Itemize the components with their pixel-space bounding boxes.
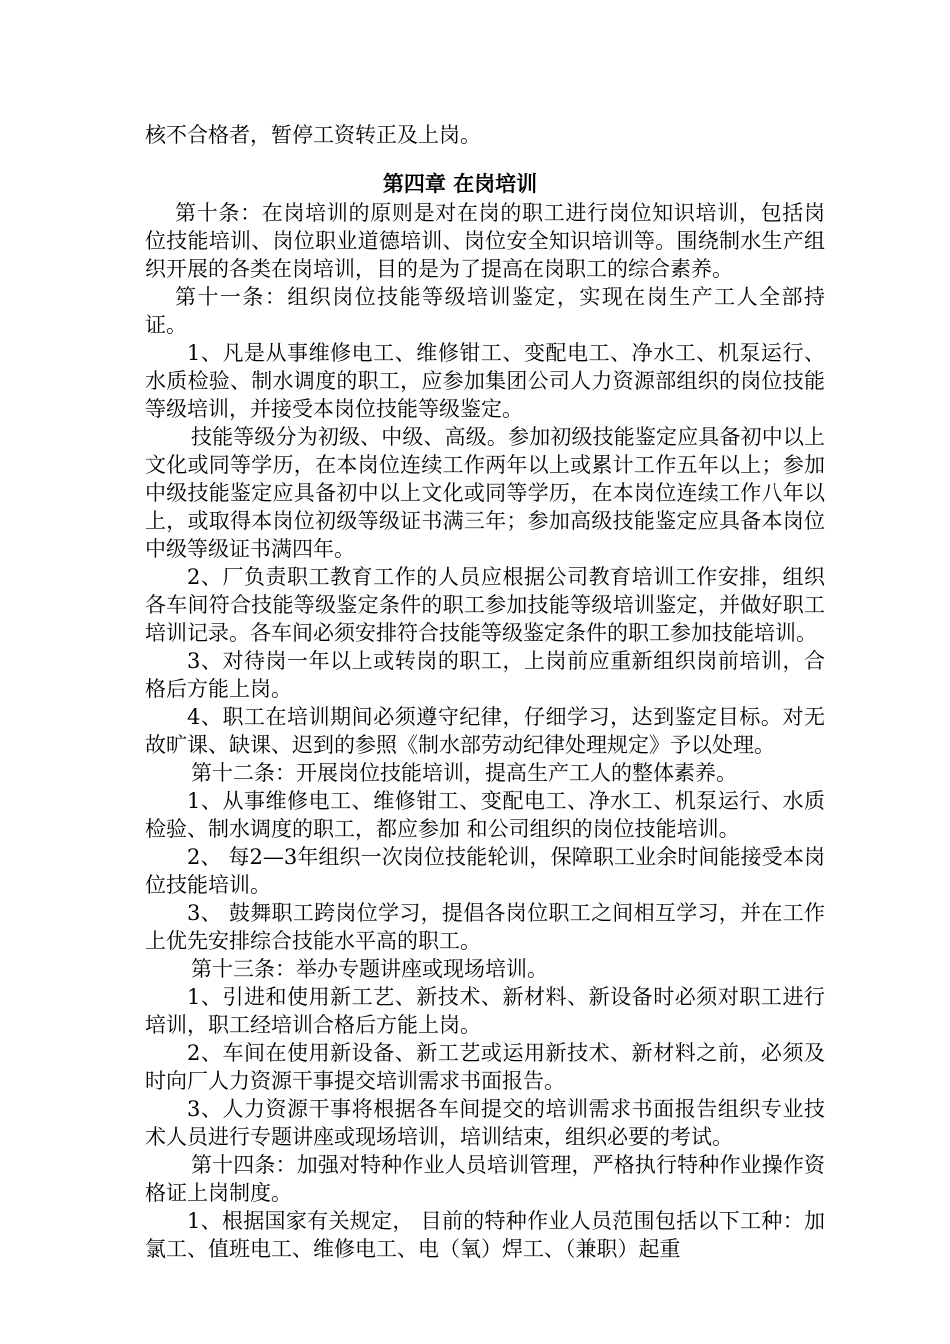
article-11-item-4: 4、职工在培训期间必须遵守纪律，仔细学习，达到鉴定目标。对无故旷课、缺课、迟到的参照《制水部劳动纪律处理规定》予以处理。 <box>145 705 825 757</box>
article-13: 第十三条：举办专题讲座或现场培训。 <box>191 957 548 981</box>
article-11-item-3: 3、对待岗一年以上或转岗的职工，上岗前应重新组织岗前培训，合格后方能上岗。 <box>145 649 825 701</box>
article-12-item-3: 3、 鼓舞职工跨岗位学习，提倡各岗位职工之间相互学习，并在工作上优先安排综合技能水平高的职工。 <box>145 901 825 953</box>
document-body <box>145 121 825 1263</box>
article-11-item-1: 1、凡是从事维修电工、维修钳工、变配电工、净水工、机泵运行、水质检验、制水调度的职工，应参加集团公司人力资源部组织的岗位技能等级培训，并接受本岗位技能等级鉴定。 <box>145 341 825 421</box>
article-13-item-2: 2、车间在使用新设备、新工艺或运用新技术、新材料之前，必须及时向厂人力资源干事提交培训需求书面报告。 <box>145 1041 825 1093</box>
chapter-title: 第四章 在岗培训 <box>382 172 538 196</box>
article-10: 第十条：在岗培训的原则是对在岗的职工进行岗位知识培训，包括岗位技能培训、岗位职业道德培训、岗位安全知识培训等。围绕制水生产组织开展的各类在岗培训，目的是为了提高在岗职工的综合素养。 <box>145 201 825 281</box>
article-12-item-1: 1、从事维修电工、维修钳工、变配电工、净水工、机泵运行、水质检验、制水调度的职工，都应参加 和公司组织的岗位技能培训。 <box>145 789 825 841</box>
article-11-item-2: 2、厂负责职工教育工作的人员应根据公司教育培训工作安排，组织各车间符合技能等级鉴定条件的职工参加技能等级培训鉴定，并做好职工培训记录。各车间必须安排符合技能等级鉴定条件的职工参加技能培训。 <box>145 565 825 645</box>
article-11: 第十一条：组织岗位技能等级培训鉴定，实现在岗生产工人全部持证。 <box>145 285 825 337</box>
article-11-skill-levels: 技能等级分为初级、中级、高级。参加初级技能鉴定应具备初中以上文化或同等学历，在本岗位连续工作两年以上或累计工作五年以上；参加中级技能鉴定应具备初中以上文化或同等学历，在本岗位连续工作八年以上，或取得本岗位初级等级证书满三年；参加高级技能鉴定应具备本岗位中级等级证书满四年。 <box>145 425 825 561</box>
article-13-item-1: 1、引进和使用新工艺、新技术、新材料、新设备时必须对职工进行培训，职工经培训合格后方能上岗。 <box>145 985 825 1037</box>
article-14: 第十四条：加强对特种作业人员培训管理，严格执行特种作业操作资格证上岗制度。 <box>145 1153 825 1205</box>
article-13-item-3: 3、人力资源干事将根据各车间提交的培训需求书面报告组织专业技术人员进行专题讲座或现场培训，培训结束，组织必要的考试。 <box>145 1097 825 1149</box>
paragraph-continuation: 核不合格者，暂停工资转正及上岗。 <box>145 123 481 147</box>
article-12-item-2: 2、 每2—3年组织一次岗位技能轮训，保障职工业余时间能接受本岗位技能培训。 <box>145 845 825 897</box>
article-14-item-1: 1、根据国家有关规定， 目前的特种作业人员范围包括以下工种：加氯工、值班电工、维修电工、电（氧）焊工、（兼职）起重 <box>145 1209 825 1261</box>
article-12: 第十二条：开展岗位技能培训，提高生产工人的整体素养。 <box>191 761 737 785</box>
